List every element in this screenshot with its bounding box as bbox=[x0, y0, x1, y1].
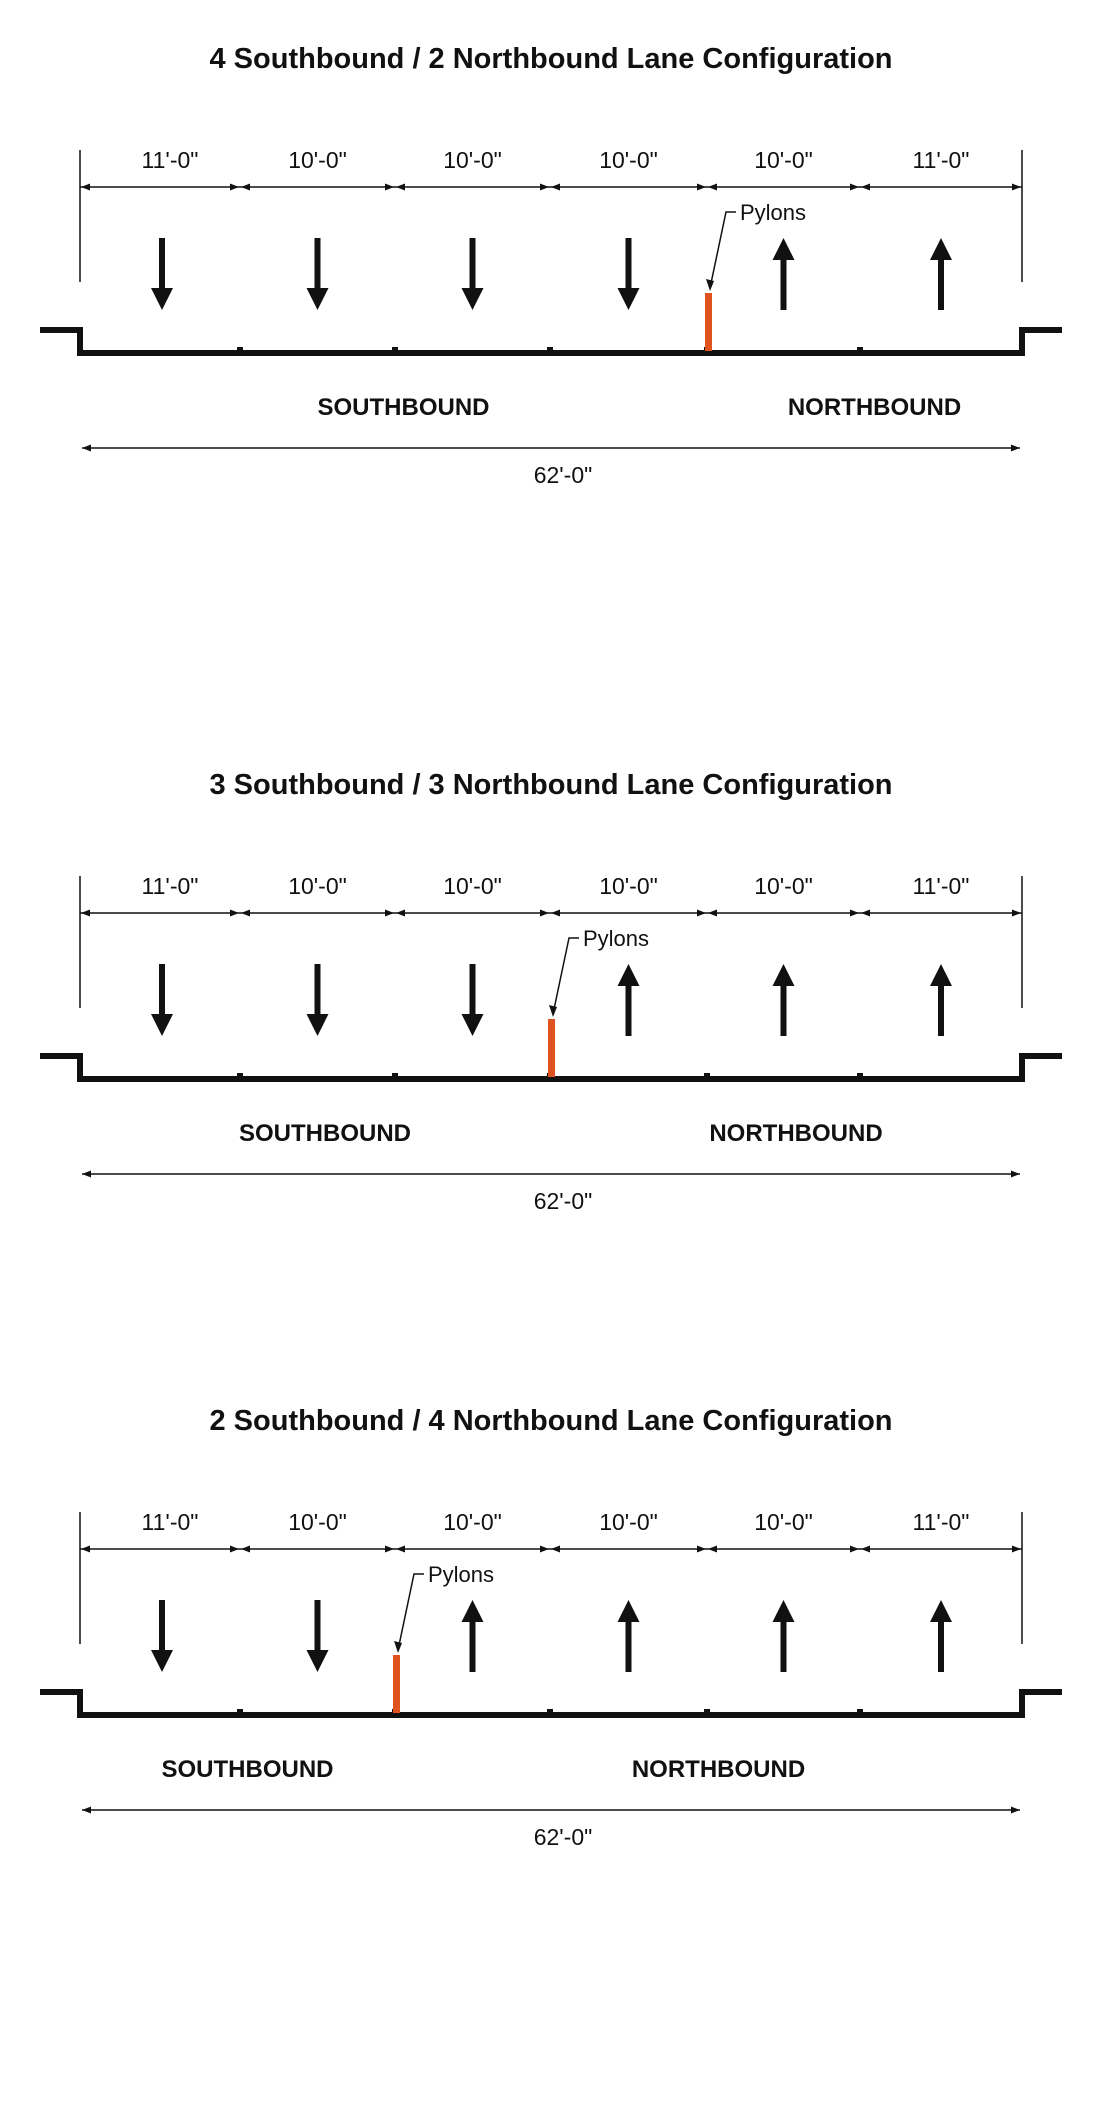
pylon-label: Pylons bbox=[428, 1562, 495, 1587]
lane-arrow-head bbox=[618, 288, 640, 310]
southbound-label: SOUTHBOUND bbox=[239, 1120, 411, 1147]
dimension-arrowhead bbox=[861, 1546, 870, 1553]
total-dimension-arrowhead bbox=[1011, 445, 1020, 452]
lane-width-label: 11'-0" bbox=[912, 1509, 970, 1535]
dimension-arrowhead bbox=[396, 910, 405, 917]
dimension-arrowhead bbox=[385, 184, 394, 191]
lane-arrow-head bbox=[618, 964, 640, 986]
lane-width-label: 11'-0" bbox=[141, 1509, 199, 1535]
northbound-arrow bbox=[773, 1600, 795, 1672]
northbound-arrow bbox=[930, 964, 952, 1036]
lane-arrow-head bbox=[151, 1650, 173, 1672]
pylon-leader-line bbox=[398, 1574, 424, 1650]
total-width-label: 62'-0" bbox=[533, 1188, 593, 1214]
pylon-label: Pylons bbox=[740, 200, 807, 225]
pylon bbox=[548, 1019, 555, 1077]
lane-divider-tick bbox=[857, 1073, 863, 1077]
dimension-arrowhead bbox=[697, 1546, 706, 1553]
lane-width-label: 11'-0" bbox=[141, 873, 199, 899]
configuration-3 bbox=[40, 1405, 1062, 1850]
northbound-arrow bbox=[930, 238, 952, 310]
lane-divider-tick bbox=[547, 1709, 553, 1713]
southbound-label: SOUTHBOUND bbox=[161, 1756, 334, 1783]
lane-arrow-head bbox=[773, 238, 795, 260]
lane-arrow-head bbox=[462, 288, 484, 310]
lane-arrow-head bbox=[151, 1014, 173, 1036]
northbound-arrow bbox=[462, 1600, 484, 1672]
lane-arrow-head bbox=[462, 1014, 484, 1036]
southbound-arrow bbox=[618, 238, 640, 310]
dimension-arrowhead bbox=[1012, 910, 1021, 917]
total-dimension-arrowhead bbox=[82, 445, 91, 452]
pylon bbox=[393, 1655, 400, 1713]
dimension-arrowhead bbox=[81, 1546, 90, 1553]
northbound-label: NORTHBOUND bbox=[787, 394, 962, 421]
pylon bbox=[705, 293, 712, 351]
northbound-label: NORTHBOUND bbox=[631, 1756, 806, 1783]
lane-width-label: 10'-0" bbox=[288, 873, 347, 899]
dimension-arrowhead bbox=[708, 1546, 717, 1553]
dimension-arrowhead bbox=[708, 910, 717, 917]
lane-width-label: 10'-0" bbox=[288, 147, 347, 173]
lane-width-label: 10'-0" bbox=[754, 1509, 813, 1535]
southbound-arrow bbox=[307, 1600, 329, 1672]
northbound-arrow bbox=[618, 964, 640, 1036]
lane-divider-tick bbox=[392, 347, 398, 351]
lane-width-label: 10'-0" bbox=[754, 147, 813, 173]
lane-divider-tick bbox=[857, 1709, 863, 1713]
configuration-title: 3 Southbound / 3 Northbound Lane Configuration bbox=[209, 769, 893, 801]
dimension-arrowhead bbox=[708, 184, 717, 191]
dimension-arrowhead bbox=[850, 1546, 859, 1553]
dimension-arrowhead bbox=[396, 1546, 405, 1553]
pylon-leader-line bbox=[553, 938, 579, 1014]
dimension-arrowhead bbox=[551, 184, 560, 191]
southbound-arrow bbox=[307, 964, 329, 1036]
total-width-label: 62'-0" bbox=[533, 1824, 593, 1850]
dimension-arrowhead bbox=[540, 910, 549, 917]
dimension-arrowhead bbox=[551, 1546, 560, 1553]
dimension-arrowhead bbox=[850, 184, 859, 191]
lane-divider-tick bbox=[857, 347, 863, 351]
dimension-arrowhead bbox=[81, 910, 90, 917]
southbound-arrow bbox=[151, 964, 173, 1036]
lane-arrow-head bbox=[618, 1600, 640, 1622]
northbound-arrow bbox=[930, 1600, 952, 1672]
configuration-title: 4 Southbound / 2 Northbound Lane Configuration bbox=[209, 43, 893, 75]
southbound-label: SOUTHBOUND bbox=[317, 394, 490, 421]
lane-width-label: 11'-0" bbox=[141, 147, 199, 173]
lane-width-label: 10'-0" bbox=[599, 873, 658, 899]
dimension-arrowhead bbox=[861, 184, 870, 191]
lane-arrow-head bbox=[930, 238, 952, 260]
lane-divider-tick bbox=[237, 347, 243, 351]
southbound-arrow bbox=[462, 964, 484, 1036]
total-width-label: 62'-0" bbox=[533, 462, 593, 488]
lane-divider-tick bbox=[237, 1709, 243, 1713]
dimension-arrowhead bbox=[861, 910, 870, 917]
lane-width-label: 10'-0" bbox=[443, 147, 502, 173]
dimension-arrowhead bbox=[81, 184, 90, 191]
lane-arrow-head bbox=[930, 1600, 952, 1622]
lane-divider-tick bbox=[392, 1073, 398, 1077]
dimension-arrowhead bbox=[540, 184, 549, 191]
dimension-arrowhead bbox=[241, 184, 250, 191]
lane-width-label: 10'-0" bbox=[443, 1509, 502, 1535]
dimension-arrowhead bbox=[396, 184, 405, 191]
pylon-leader-arrowhead bbox=[549, 1005, 557, 1017]
dimension-arrowhead bbox=[1012, 1546, 1021, 1553]
lane-width-label: 10'-0" bbox=[443, 873, 502, 899]
lane-divider-tick bbox=[547, 347, 553, 351]
lane-arrow-head bbox=[930, 964, 952, 986]
dimension-arrowhead bbox=[540, 1546, 549, 1553]
lane-divider-tick bbox=[704, 1709, 710, 1713]
lane-divider-tick bbox=[237, 1073, 243, 1077]
lane-divider-tick bbox=[704, 1073, 710, 1077]
pylon-label: Pylons bbox=[583, 926, 650, 951]
dimension-arrowhead bbox=[230, 910, 239, 917]
northbound-arrow bbox=[773, 964, 795, 1036]
lane-arrow-head bbox=[307, 1014, 329, 1036]
dimension-arrowhead bbox=[850, 910, 859, 917]
pylon-leader-arrowhead bbox=[706, 279, 714, 291]
lane-arrow-head bbox=[773, 964, 795, 986]
southbound-arrow bbox=[151, 238, 173, 310]
dimension-arrowhead bbox=[1012, 184, 1021, 191]
configuration-title: 2 Southbound / 4 Northbound Lane Configuration bbox=[209, 1405, 893, 1437]
total-dimension-arrowhead bbox=[82, 1807, 91, 1814]
lane-arrow-head bbox=[151, 288, 173, 310]
southbound-arrow bbox=[307, 238, 329, 310]
lane-width-label: 10'-0" bbox=[599, 1509, 658, 1535]
northbound-arrow bbox=[618, 1600, 640, 1672]
total-dimension-arrowhead bbox=[1011, 1171, 1020, 1178]
configuration-1 bbox=[40, 43, 1062, 488]
dimension-arrowhead bbox=[230, 1546, 239, 1553]
dimension-arrowhead bbox=[241, 910, 250, 917]
dimension-arrowhead bbox=[241, 1546, 250, 1553]
lane-arrow-head bbox=[307, 1650, 329, 1672]
lane-width-label: 10'-0" bbox=[599, 147, 658, 173]
dimension-arrowhead bbox=[697, 910, 706, 917]
lane-arrow-head bbox=[773, 1600, 795, 1622]
dimension-arrowhead bbox=[697, 184, 706, 191]
lane-width-label: 11'-0" bbox=[912, 873, 970, 899]
lane-width-label: 10'-0" bbox=[754, 873, 813, 899]
total-dimension-arrowhead bbox=[1011, 1807, 1020, 1814]
northbound-label: NORTHBOUND bbox=[709, 1120, 883, 1147]
lane-arrow-head bbox=[462, 1600, 484, 1622]
configuration-2 bbox=[40, 769, 1062, 1214]
dimension-arrowhead bbox=[230, 184, 239, 191]
pylon-leader-arrowhead bbox=[394, 1641, 402, 1653]
northbound-arrow bbox=[773, 238, 795, 310]
total-dimension-arrowhead bbox=[82, 1171, 91, 1178]
dimension-arrowhead bbox=[385, 1546, 394, 1553]
southbound-arrow bbox=[462, 238, 484, 310]
lane-arrow-head bbox=[307, 288, 329, 310]
lane-width-label: 11'-0" bbox=[912, 147, 970, 173]
dimension-arrowhead bbox=[385, 910, 394, 917]
lane-width-label: 10'-0" bbox=[288, 1509, 347, 1535]
pylon-leader-line bbox=[710, 212, 736, 288]
dimension-arrowhead bbox=[551, 910, 560, 917]
southbound-arrow bbox=[151, 1600, 173, 1672]
